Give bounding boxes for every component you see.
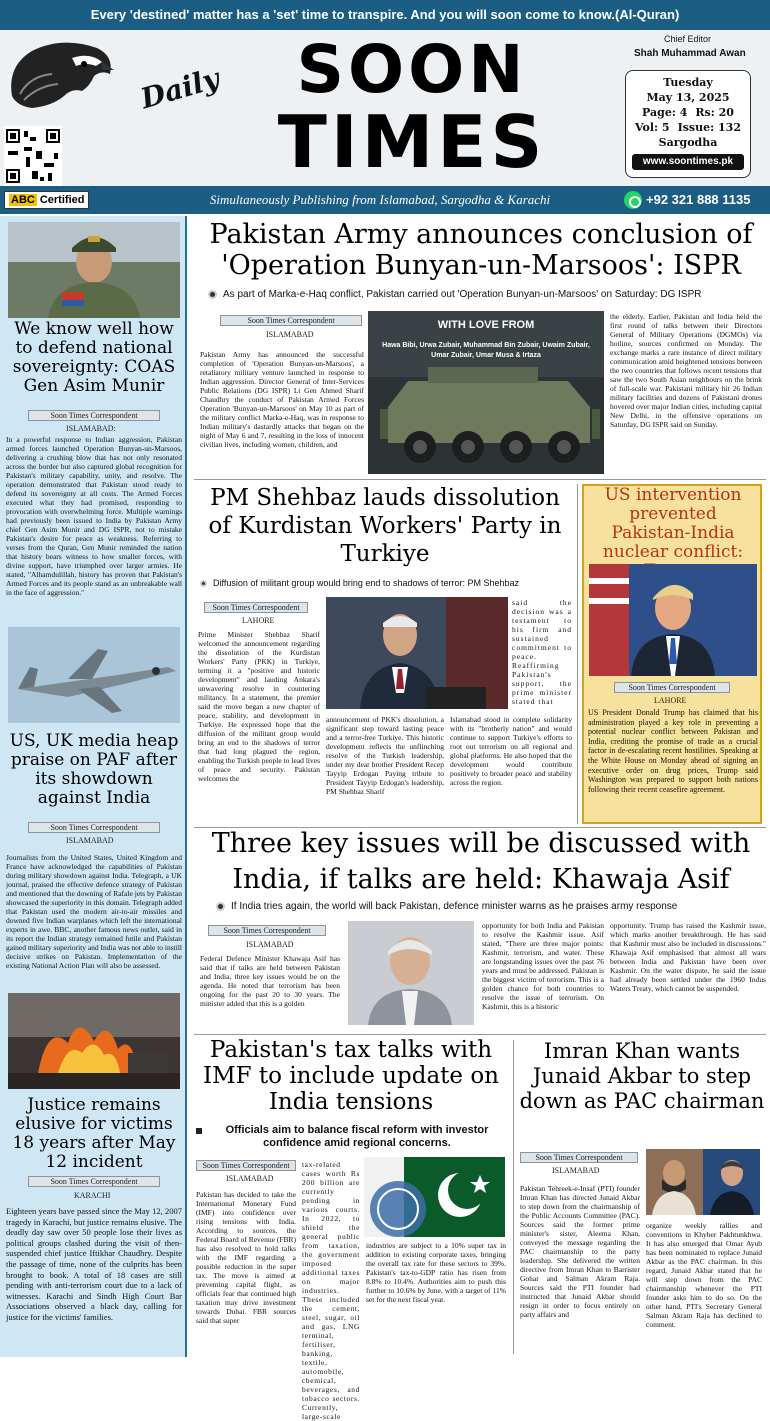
bullet-icon bbox=[196, 1128, 202, 1134]
masthead-daily: Daily bbox=[137, 61, 223, 116]
left-story-3-headline[interactable]: Justice remains elusive for victims 18 years after May 12 incident bbox=[12, 1095, 176, 1172]
left-story-3-dateline: KARACHI bbox=[74, 1191, 111, 1200]
section-divider bbox=[194, 479, 766, 480]
pac-body-col-2: organize weekly rallies and conventions in Khyber Pakhtunkhwa. It has also emerged that Omar Ayub has been nominated to replace Junaid Akbar as the PAC chairman. In this regard, Junaid Akbar stated that he will step down from the PAC chairmanship whenever the PTI founder asks him to do so. On the other hand, PTI's Secretary General Salman Akram Raja has declined to comment. bbox=[646, 1221, 762, 1329]
left-column bbox=[0, 216, 187, 1357]
lead-sub-text: As part of Marka-e-Haq conflict, Pakistan carried out 'Operation Bunyan-un-Marsoos' on Saturday: DG ISPR bbox=[223, 289, 702, 300]
bullet-icon bbox=[216, 902, 225, 911]
contact-phone[interactable] bbox=[624, 186, 750, 214]
abc-certified-badge bbox=[4, 191, 89, 209]
pac-byline: Soon Times Correspondent bbox=[520, 1152, 638, 1163]
issue-page: Page: 4 bbox=[642, 106, 688, 119]
lead-photo-names: Hawa Bibi, Urwa Zubair, Muhammad Bin Zubair, Uwaim Zubair, Umar Zubair, Umar Musa & Irtaza bbox=[382, 342, 590, 359]
masthead-soon: SOON bbox=[296, 31, 528, 108]
lead-photo bbox=[368, 311, 604, 474]
abc-mark: ABC bbox=[11, 194, 35, 206]
trump-dateline: LAHORE bbox=[654, 696, 687, 705]
left-story-3-body: Eighteen years have passed since the May 12, 2007 tragedy in Karachi, but justice remains elusive. The deadly day saw over 50 people lose their lives as political groups clashed during the visit of then-suspended chief justice Iftikhar Chaudhry. Despite the passage of time, none of the culprits has been brought to book. A total of 18 cases are still pending with anti-terrorism court due to a lack of witnesses. Karachi and Sindh High Court Bar Associations observed a black day, calling for justice for the victims' families. bbox=[6, 1206, 182, 1322]
lead-photo-caption: WITH LOVE FROM bbox=[437, 319, 535, 331]
lead-body-col-2: the elderly. Earlier, Pakistan and India held the first round of talks between their Directors General of Military Operations (DGMOs) via hotline, sources confirmed on Monday. The exchange marks a rare instance of direct military communication amid heightened tensions between the two countries that follows recent tensions that saw the two South Asian neighbours on the brink of full-scale war. Pakistani military hit 26 Indian military facilities and dozens of Pakistani drones hovered over major Indian cities, including capital New Delhi, in the offensive operations on Saturday, DG ISPR said on Sunday. bbox=[610, 312, 762, 429]
imran-khan-junaid-akbar-photo bbox=[646, 1149, 760, 1215]
left-story-2-body: Journalists from the United States, United Kingdom and France have acknowledged the capabilities of Pakistan during military showdown against India. Telegraph, a UK journal, praised the effective defence strategy of Pakistan and mentioned that the downing of Rafale jets by Pakistan showcased the superiority in this domain. Telegraph added that Pakistan used the modern air-to-air missiles and downed five Indian warplanes which left the international experts in awe. BBC, another famous news outlet, said in its report the Indian strategy remained futile and Pakistan gained military superiority and India was not able to instill decisive strikes on Pakistan. Implementation of the existing National Action Plan will also be assessed. bbox=[6, 853, 183, 970]
imf-body-col-1: Pakistan has decided to take the International Monetary Fund (IMF) into confidence over rising tensions with India. According to sources, the Federal Board of Revenue (FBR) has also resolved to hold talks with the IMF regarding a possible reduction in the super tax. The move is aimed at preventing capital flight, as officials fear that continued high taxation may drive investment towards Dubai. FBR sources said that super bbox=[196, 1190, 296, 1325]
army-chief-photo bbox=[8, 222, 180, 318]
issue-number: Issue: 132 bbox=[677, 121, 741, 134]
pkk-byline: Soon Times Correspondent bbox=[204, 602, 308, 613]
imf-pakistan-flag-photo bbox=[364, 1157, 505, 1237]
masthead-times: TIMES bbox=[277, 100, 547, 184]
publishing-tagline: Simultaneously Publishing from Islamabad, Sargodha & Karachi bbox=[209, 192, 551, 207]
issue-price: Rs: 20 bbox=[695, 106, 734, 119]
asif-dateline: ISLAMABAD bbox=[246, 940, 294, 949]
pkk-body-col-3: announcement of PKK's dissolution, a significant step toward lasting peace and a terror-free Turkiye. This historic development reflects the unflinching resolve of the Turkish leadership, under my dear brother President Recep Tayyip Erdogan Paying tribute to President Tayyip Erdogan's leadership, PM Shehbaz Sharif bbox=[326, 715, 444, 796]
whatsapp-icon bbox=[624, 191, 642, 209]
imf-body-col-3: industries are subject to a 10% super tax in addition to existing corporate taxes, bringing the overall tax rate for these sectors to 39%. Pakistan's tax-to-GDP ratio has risen from 8.8% to 10.4%. Authorities aim to push this further to 10.6% by June, with a target of 11% set for the next fiscal year. bbox=[366, 1241, 506, 1304]
lead-subheadline bbox=[208, 289, 764, 300]
left-story-1-body: In a powerful response to Indian aggression, Pakistan armed forces launched Operation Bunyan-un-Marsoos, delivering a crushing blow that has not only resonated across the border but also captured global recognition for Pakistan's military capability, unity, and resolve. The operation demonstrated that Pakistan stood ready to defend its sovereignty at all costs. The Armed Forces executed what they had promised, responding to provocation with overwhelming force. Multiple warnings had previously been issued to India by Pakistan Army chief Gen Asim Munir and DG ISPR, not to mistake Pakistan's desire for peace as weakness. Referring to verses from the Quran, Gen Munir reminded the nation that history bears witness to how smaller forces, with divine support, have triumphed over larger armies. He stated, "Alhamdulillah, history has proven that Pakistan's Armed Forces and its people stand as an unbreakable wall in the face of aggression." bbox=[6, 435, 182, 597]
left-story-2-byline: Soon Times Correspondent bbox=[28, 822, 160, 833]
asif-body-col-2: opportunity for both India and Pakistan to resolve the Kashmir issue. Asif stated, "There are three major points: Kashmir, terrorism, and water. These are longstanding issues over the past 76 years and must be addressed. Pakistan is the biggest victim of terrorism. This is a golden chance for both countries to resolve the issue of terrorism. On Kashmir, this is a historic bbox=[482, 921, 604, 1011]
lead-dateline: ISLAMABAD bbox=[266, 330, 314, 339]
issue-info-box bbox=[625, 70, 751, 178]
pac-headline[interactable]: Imran Khan wants Junaid Akbar to step down as PAC chairman bbox=[519, 1039, 765, 1113]
donald-trump-photo bbox=[589, 564, 757, 676]
asif-subheadline bbox=[216, 901, 764, 912]
pkk-body-col-2: said the decision was a testament to his firm and sustained commitment to peace. Reaffirming Pakistan's support, the prime minister stated that bbox=[512, 598, 572, 706]
issue-day: Tuesday bbox=[663, 76, 713, 89]
column-divider bbox=[513, 1040, 514, 1354]
trump-byline: Soon Times Correspondent bbox=[614, 682, 730, 693]
pkk-body-col-4: Islamabad stood in complete solidarity with its "brotherly nation" and would continue to support Turkiye's efforts to root out terrorism on all regional and global platforms. He also hoped that the development would contribute positively to broader peace and stability across the region. bbox=[450, 715, 572, 787]
pkk-dateline: LAHORE bbox=[242, 616, 275, 625]
imf-subheadline bbox=[196, 1124, 506, 1150]
imf-body-col-2: tax-related cases worth Rs 200 billion are currently pending in various courts. In 2022, to shield the general public from taxation, the government imposed additional taxes on major industries. These included the cement, steel, sugar, oil and gas, LNG terminal, fertiliser, banking, textile, automobile, chemical, beverages, and tobacco sectors. Currently, large-scale bbox=[302, 1160, 360, 1421]
pkk-headline[interactable]: PM Shehbaz lauds dissolution of Kurdistan Workers' Party in Turkiye bbox=[208, 485, 562, 567]
trump-story-box bbox=[582, 484, 762, 824]
khawaja-asif-photo bbox=[348, 921, 474, 1025]
lead-byline: Soon Times Correspondent bbox=[220, 315, 362, 326]
trump-headline[interactable]: US intervention prevented Pakistan-India nuclear conflict: bbox=[602, 485, 744, 562]
fire-incident-photo bbox=[8, 993, 180, 1089]
column-divider bbox=[577, 484, 578, 824]
section-divider bbox=[194, 1034, 766, 1035]
imf-sub-text: Officials aim to balance fiscal reform with investor confidence amid regional concerns. bbox=[225, 1124, 489, 1149]
bullet-icon bbox=[208, 290, 217, 299]
left-story-2-dateline: ISLAMABAD bbox=[66, 836, 114, 845]
shehbaz-sharif-photo bbox=[326, 597, 508, 709]
pkk-sub-text: Diffusion of militant group would bring end to shadows of terror: PM Shehbaz bbox=[213, 578, 519, 588]
bullet-icon bbox=[200, 580, 207, 587]
imf-dateline: ISLAMABAD bbox=[226, 1174, 274, 1183]
asif-headline[interactable]: Three key issues will be discussed with India, if talks are held: Khawaja Asif bbox=[211, 828, 751, 895]
left-story-1-dateline: ISLAMABAD: bbox=[66, 424, 116, 433]
masthead bbox=[0, 30, 770, 186]
chief-editor-label: Chief Editor bbox=[664, 34, 712, 44]
asif-byline: Soon Times Correspondent bbox=[208, 925, 326, 936]
phone-number: +92 321 888 1135 bbox=[646, 192, 751, 207]
left-story-3-byline: Soon Times Correspondent bbox=[28, 1176, 160, 1187]
asif-body-col-3: opportunity. Trump has raised the Kashmir issue, which marks another breakthrough. He has said that Kashmir must also be included in discussions." Khawaja Asif emphasised that almost all wars between India and Pakistan have been over Kashmir. On the water dispute, he said the issue had already been settled under the 1960 Indus Waters Treaty, which cannot be suspended. bbox=[610, 921, 766, 993]
trump-body: US President Donald Trump has claimed that his administration played a key role in preventing a potential nuclear conflict between Pakistan and India, crediting the promise of trade as a crucial factor in de-escalating recent hostilities. Speaking at the White House on Monday ahead of signing an executive order on drug prices, Trump said Washington was prepared to support both nations following their recent ceasefire agreement. bbox=[588, 708, 758, 794]
asif-sub-text: If India tries again, the world will back Pakistan, defence minister warns as he praises army response bbox=[231, 901, 678, 912]
imf-byline: Soon Times Correspondent bbox=[196, 1160, 296, 1171]
issue-city: Sargodha bbox=[658, 136, 718, 149]
left-story-1-headline[interactable]: We know well how to defend national sovereignty: COAS Gen Asim Munir bbox=[12, 319, 176, 396]
qr-code-icon bbox=[4, 126, 62, 186]
lead-body-col-1: Pakistan Army has announced the successful completion of 'Operation Bunyan-un-Marsoos', a retaliatory military venture launched in response to Indian aggression. Director General of Inter-Services Public Relations (DG ISPR) Lt Gen Ahmed Sharif Chaudhry the conduct of Pakistan Armed Forces Operation 'Bunyan-un-Marsoos' on May 10 as part of the military conflict Marka-e-Haq, was in response to Indian military's dastardly attacks that began on the night of May 6 and 7, resulting in the loss of innocent civilian lives, including women, children, and bbox=[200, 350, 364, 449]
chief-editor-name: Shah Muhammad Awan bbox=[634, 48, 746, 59]
pac-body-col-1: Pakistan Tehreek-e-Insaf (PTI) founder Imran Khan has directed Junaid Akbar to step down from the chairmanship of the Public Accounts Committee (PAC). Sources said the former prime minister's sister, Aleema Khan, conveyed the message regarding the PAC chairmanship to the party leadership. She delivered the written directive from Imran Khan to Barrister Gohar and Salman Akram Raja. Sources said the PTI founder had instructed that Junaid Akbar should resign in order to focus entirely on party affairs and bbox=[520, 1184, 640, 1319]
quran-quote-banner: Every 'destined' matter has a 'set' time to transpire. And you will soon come to know.(Al-Quran) bbox=[0, 0, 770, 30]
pkk-subheadline bbox=[200, 578, 578, 588]
eagle-logo-icon bbox=[2, 36, 120, 122]
certified-label: Certified bbox=[39, 194, 85, 206]
website-link[interactable]: www.soontimes.pk bbox=[632, 154, 744, 170]
pac-dateline: ISLAMABAD bbox=[552, 1166, 600, 1175]
sub-banner bbox=[0, 186, 770, 214]
left-story-1-byline: Soon Times Correspondent bbox=[28, 410, 160, 421]
armored-vehicle-photo bbox=[368, 311, 604, 474]
issue-volume: Vol: 5 bbox=[635, 121, 670, 134]
asif-body-col-1: Federal Defence Minister Khawaja Asif has said that if talks are held between Pakistan and India, three key issues would be on the agenda. He noted that terrorism has been ongoing for the past 20 to 30 years. The minister added that this is a golden bbox=[200, 954, 340, 1008]
pkk-body-col-1: Prime Minister Shehbaz Sharif welcomed the announcement regarding the dissolution of the Kurdistan Workers' Party (PKK) in Turkiye, terming it a "positive and historic development" and lauding Ankara's unwavering resolve in countering militancy. In a statement, the premier said the move began a new chapter of peace, stability, and development in Turkiye. He expressed hope that the diffusion of the militant group would bring an end to the shadows of terror that had long plagued the region, enabling the Turkish people to lead lives of peace and security. Pakistan welcomes the bbox=[198, 630, 320, 783]
issue-date: May 13, 2025 bbox=[646, 91, 730, 104]
lead-headline[interactable]: Pakistan Army announces conclusion of 'Operation Bunyan-un-Marsoos': ISPR bbox=[209, 219, 753, 281]
left-story-2-headline[interactable]: US, UK media heap praise on PAF after its showdown against India bbox=[9, 731, 179, 808]
imf-headline[interactable]: Pakistan's tax talks with IMF to include update on India tensions bbox=[203, 1037, 499, 1115]
fighter-jet-photo bbox=[8, 627, 180, 723]
